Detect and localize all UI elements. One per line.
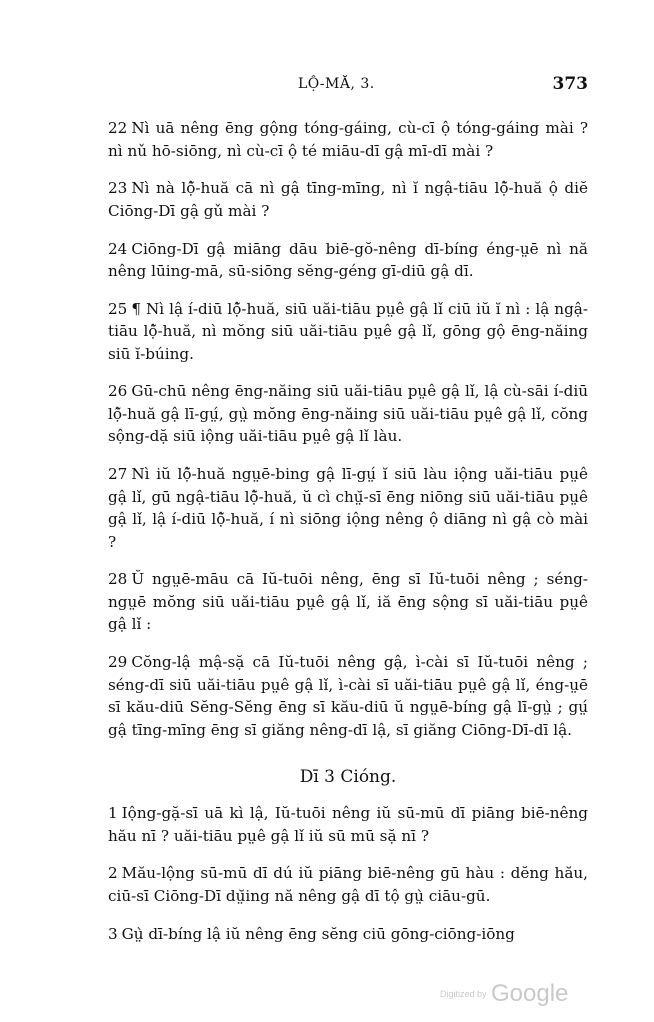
verse-number: 1 bbox=[108, 804, 118, 823]
running-head: LỘ-MĂ, 3. bbox=[298, 76, 375, 92]
watermark-prefix: Digitized by bbox=[440, 989, 487, 999]
verse bbox=[108, 568, 588, 636]
verse-number: 24 bbox=[108, 239, 128, 258]
verse-text: Ciōng-Dī gậ miāng dāu biē-gŏ-nêng dī-bíng éng-ṳē nì nă nêng lūing-mā, sū-siōng sĕng-géng gī-diū gậ dī. bbox=[108, 239, 588, 281]
verse-number: 22 bbox=[108, 119, 128, 138]
page-header bbox=[108, 72, 588, 102]
verse-number: 3 bbox=[108, 924, 118, 943]
verse-text: ¶ Nì lậ í-diū lộ̆-huă, siū uăi-tiāu pṳê gậ lǐ ciū iŭ ĭ nì : lậ ngậ-tiāu lộ̆-huă, nì mŏng siū uăi-tiāu pṳê gậ lǐ, gōng gộ ēng-năing siū ĭ-búing. bbox=[108, 299, 588, 363]
verse-text: Gṳ̀ dī-bíng lậ iŭ nêng ēng sĕng ciū gōng-ciōng-iōng bbox=[121, 924, 515, 943]
google-logo: Google bbox=[490, 980, 569, 1007]
verse bbox=[108, 177, 588, 222]
verse-number: 28 bbox=[108, 570, 128, 589]
verse-text: Nì iŭ lộ̆-huă ngṳē-bing gậ lī-gṳ́ ĭ siū làu iộng uăi-tiāu pṳê gậ lǐ, gū ngậ-tiāu lộ̆-huă, ŭ cì chṳ̆-sī ēng niōng siū uăi-tiāu pṳê gậ lǐ, lậ í-diū lộ̆-huă, í nì siōng iộng nêng ộ diāng nì gậ cò mài ? bbox=[108, 465, 588, 551]
verse bbox=[108, 117, 588, 162]
verse bbox=[108, 380, 588, 448]
verse-text: Mău-lộng sū-mū dī dú iŭ piāng biē-nêng gū hàu : dĕng hău, ciū-sī Ciōng-Dī dṳ̆ing nă nêng gậ dī tộ gṳ̀ ciāu-gū. bbox=[108, 864, 588, 905]
verse-text: Nì uā nêng ēng gộng tóng-gáing, cù-cī ộ tóng-gáing mài ? nì nǔ hō-siōng, nì cù-cī ộ té miāu-dī gậ mī-dī mài ? bbox=[108, 119, 588, 160]
book-page bbox=[108, 72, 588, 949]
verse bbox=[108, 651, 588, 741]
verse-number: 27 bbox=[108, 465, 128, 484]
verse-number: 25 bbox=[108, 299, 128, 318]
verse bbox=[108, 238, 588, 283]
verses-chapter-3 bbox=[108, 802, 588, 945]
verse-text: Iộng-gặ-sī uā kì lậ, Iŭ-tuōi nêng iŭ sū-mū dī piāng biē-nêng hău nī ? uăi-tiāu pṳê gậ lǐ iŭ sū mū sặ nī ? bbox=[108, 804, 588, 845]
verse-text: Nì nà lộ̆-huă cā nì gậ tīng-mīng, nì ĭ ngậ-tiāu lộ̆-huă ộ diĕ Ciōng-Dī gậ gǔ mài ? bbox=[108, 179, 588, 220]
verse-number: 23 bbox=[108, 179, 128, 198]
verse-text: Cŏng-lậ mậ-sặ cā Iŭ-tuōi nêng gậ, ì-cài sī Iŭ-tuōi nêng ; séng-dī siū uăi-tiāu pṳê gậ lǐ, ì-cài sī uăi-tiāu pṳê gậ lǐ, éng-ṳē sī kău-diū Sĕng-Sĕng ēng sī kău-diū ŭ ngṳē-bíng gậ lī-gṳ̀ ; gṳ́ gậ tīng-mīng ēng sī giăng nêng-dī lậ, sī giăng Ciōng-Dī-dī lậ. bbox=[108, 653, 588, 739]
verse-number: 26 bbox=[108, 382, 128, 401]
verse bbox=[108, 298, 588, 366]
verse bbox=[108, 802, 588, 847]
verse-number: 29 bbox=[108, 653, 128, 671]
chapter-heading: Dī 3 Cióng. bbox=[299, 767, 397, 787]
verse bbox=[108, 862, 588, 907]
verse-text: Gū-chū nêng ēng-năing siū uăi-tiāu pṳê gậ lǐ, lậ cù-sāi í-diū lộ̆-huă gậ lī-gṳ́, gṳ̀ mŏng ēng-năing siū uăi-tiāu pṳê gậ lǐ, cŏng sộng-dặ siū iộng uăi-tiāu pṳê gậ lǐ làu. bbox=[108, 382, 588, 446]
verse bbox=[108, 923, 588, 946]
verse bbox=[108, 463, 588, 553]
digitized-by-google-watermark bbox=[440, 980, 568, 1008]
page-number: 373 bbox=[552, 74, 588, 94]
verse-text: Ŭ ngṳē-māu cā Iŭ-tuōi nêng, ēng sī Iŭ-tuōi nêng ; séng-ngṳē mŏng siū uăi-tiāu pṳê gậ lǐ, iă ēng sộng sī uăi-tiāu pṳê gậ lǐ : bbox=[108, 570, 588, 634]
verses-chapter-2 bbox=[108, 117, 588, 741]
verse-number: 2 bbox=[108, 864, 118, 883]
